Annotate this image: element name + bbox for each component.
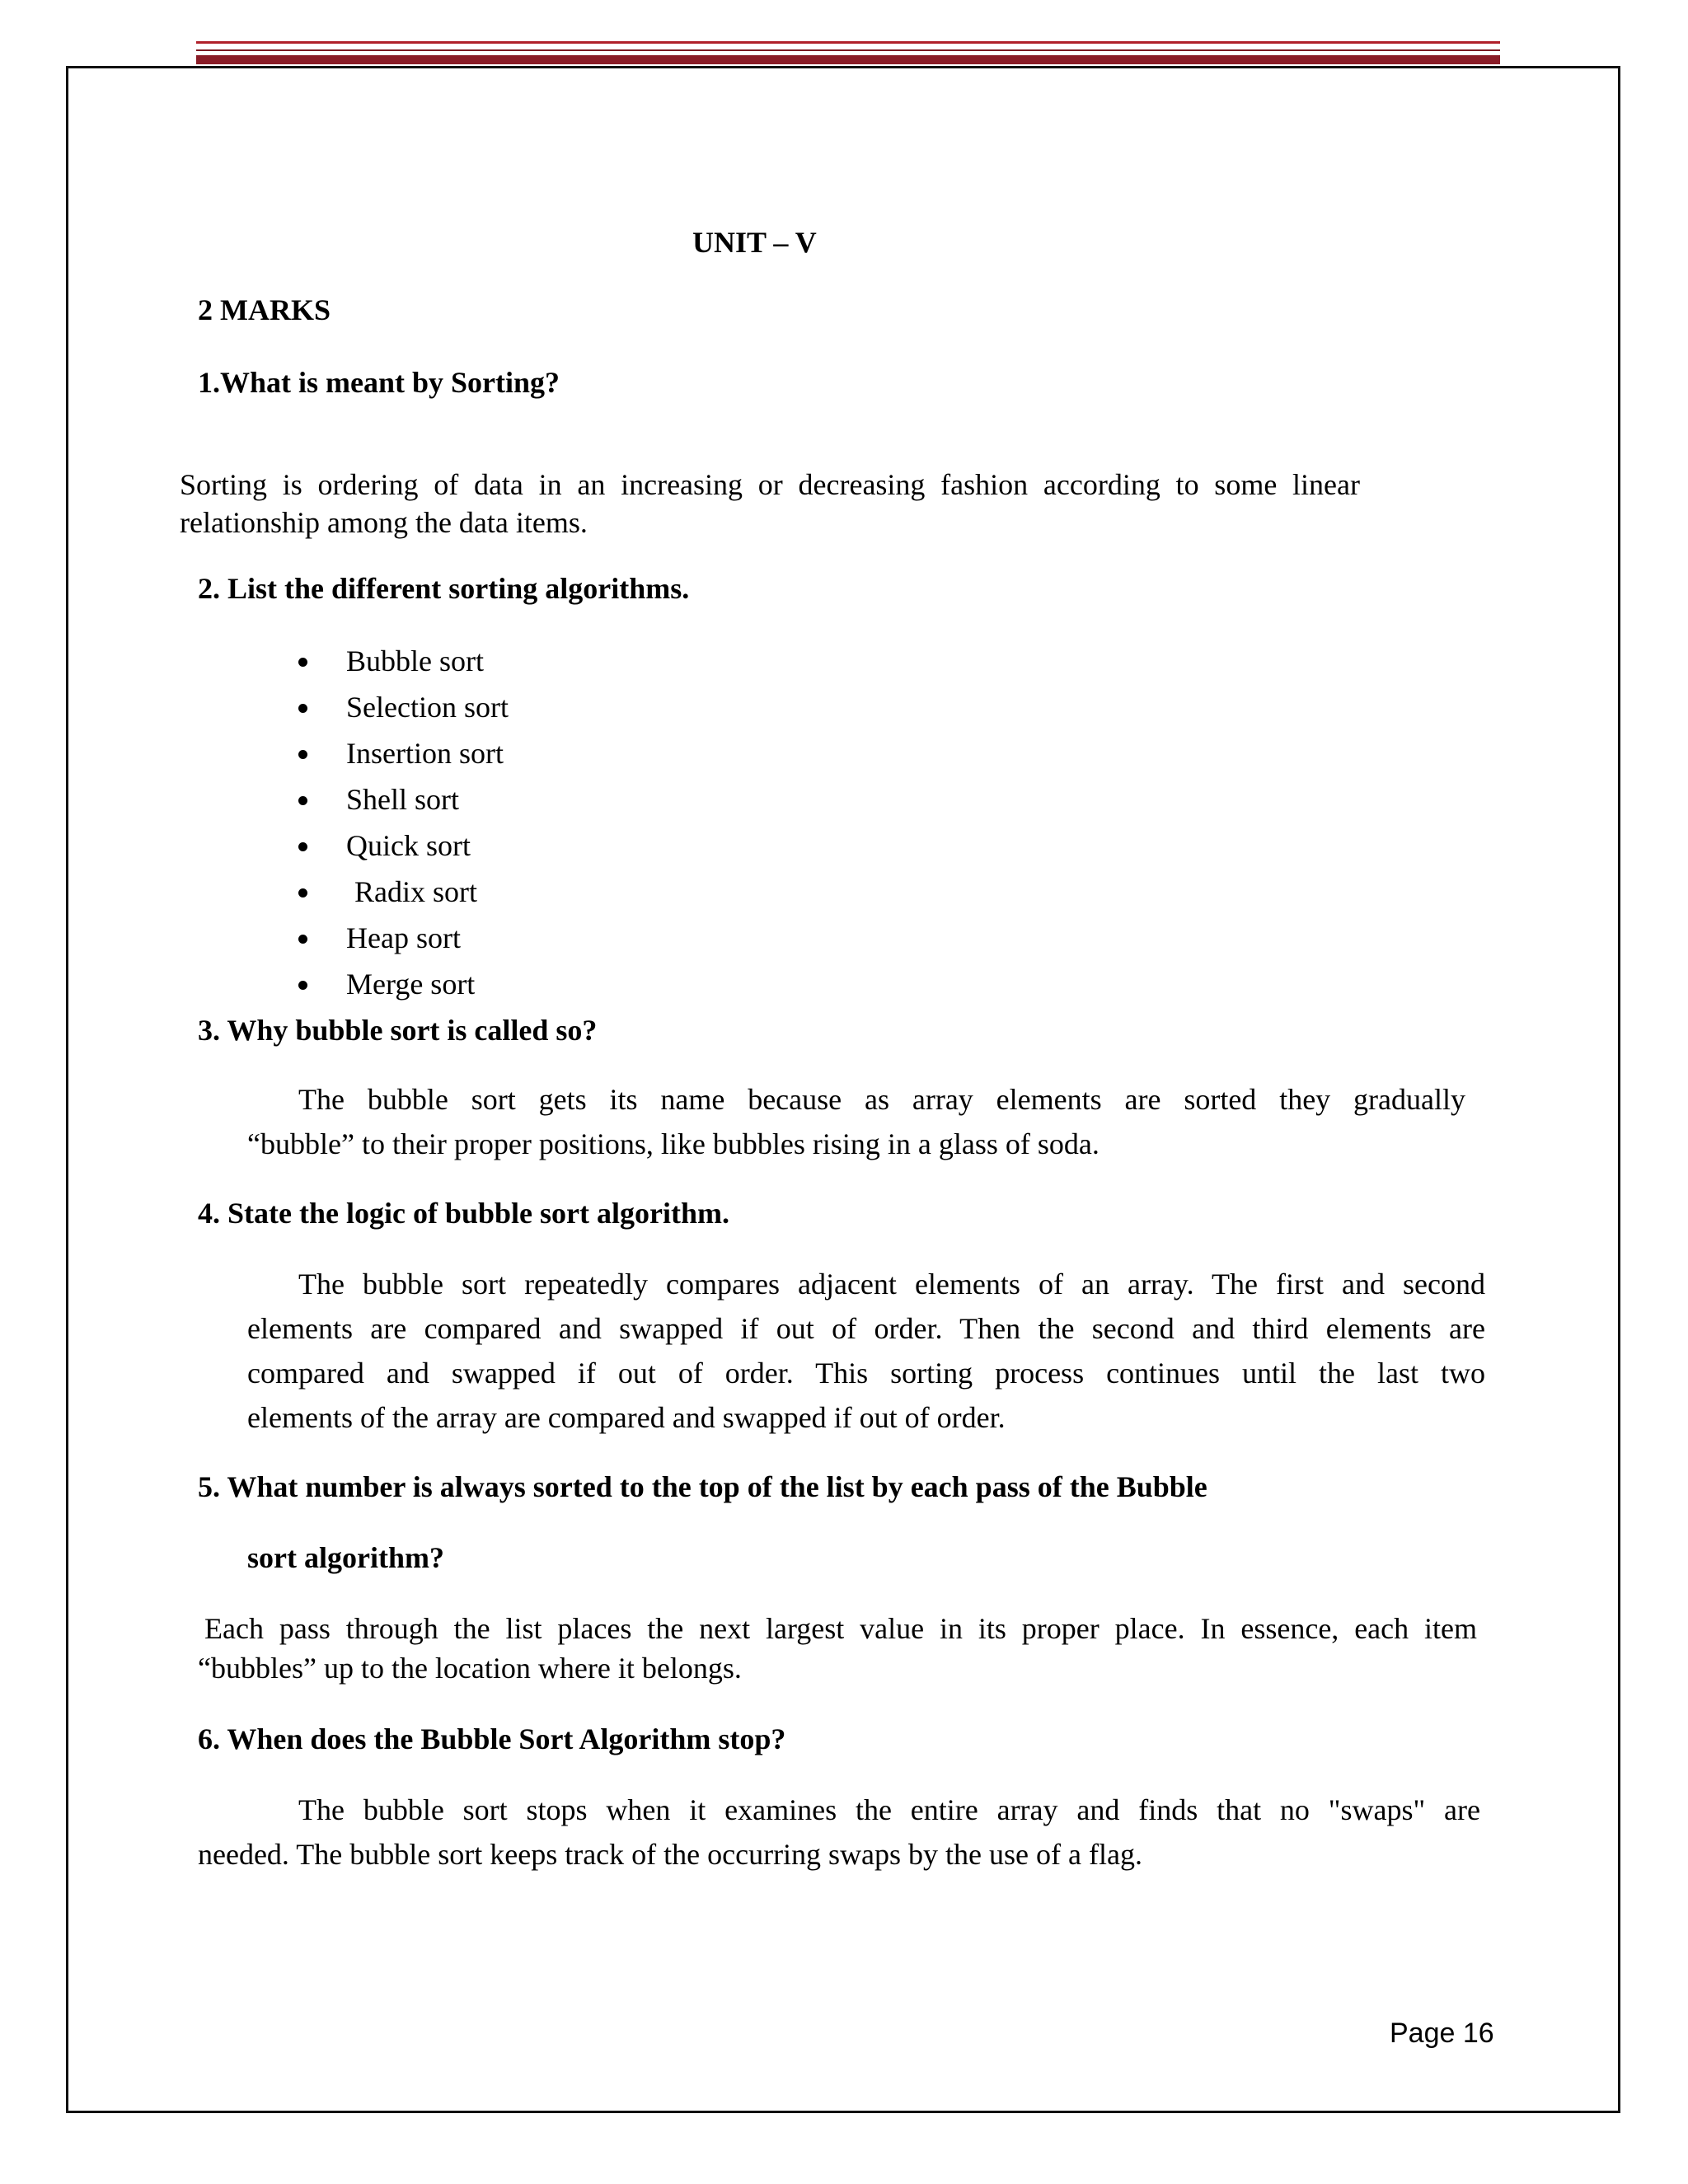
list-item-label: Quick sort bbox=[346, 829, 471, 862]
bullet-icon bbox=[298, 888, 307, 898]
question-4-answer-line-4: elements of the array are compared and swapped if out of order. bbox=[247, 1401, 1006, 1434]
bullet-icon bbox=[298, 935, 307, 944]
header-rule-middle bbox=[196, 49, 1500, 51]
list-item-label: Shell sort bbox=[346, 783, 460, 816]
section-title: 2 MARKS bbox=[198, 293, 331, 326]
question-4-heading: 4. State the logic of bubble sort algorithm. bbox=[198, 1197, 729, 1230]
question-1-answer-line-2: relationship among the data items. bbox=[180, 506, 588, 539]
question-4-answer-line-1: The bubble sort repeatedly compares adjacent elements of an array. The first and second bbox=[298, 1269, 1485, 1301]
list-item-label: Selection sort bbox=[346, 691, 509, 724]
question-5-heading-line-1: 5. What number is always sorted to the top of the list by each pass of the Bubble bbox=[198, 1470, 1207, 1503]
bullet-icon bbox=[298, 796, 307, 805]
question-5-heading-line-2: sort algorithm? bbox=[247, 1541, 444, 1574]
unit-title: UNIT – V bbox=[692, 226, 817, 259]
question-5-answer-line-2: “bubbles” up to the location where it belongs. bbox=[198, 1652, 742, 1685]
question-1-heading: 1.What is meant by Sorting? bbox=[198, 366, 560, 399]
list-item-label: Merge sort bbox=[346, 968, 476, 1001]
question-3-answer-line-1: The bubble sort gets its name because as array elements are sorted they gradually bbox=[298, 1085, 1465, 1116]
bullet-icon bbox=[298, 750, 307, 759]
question-6-answer-line-1: The bubble sort stops when it examines the entire array and finds that no "swaps" are bbox=[298, 1795, 1480, 1826]
question-5-answer-line-1: Each pass through the list places the next largest value in its proper place. In essence, each item bbox=[204, 1614, 1477, 1645]
list-item-label: Heap sort bbox=[346, 921, 461, 954]
question-4-answer-line-3: compared and swapped if out of order. This sorting process continues until the last two bbox=[247, 1358, 1485, 1390]
header-rule-bottom bbox=[196, 55, 1500, 64]
header-rule-top bbox=[196, 41, 1500, 44]
bullet-icon bbox=[298, 842, 307, 851]
question-6-answer-line-2: needed. The bubble sort keeps track of the occurring swaps by the use of a flag. bbox=[198, 1838, 1142, 1871]
list-item-label: Radix sort bbox=[354, 875, 477, 908]
question-1-answer-line-1: Sorting is ordering of data in an increasing or decreasing fashion according to some linear bbox=[180, 470, 1360, 501]
list-item-label: Bubble sort bbox=[346, 644, 484, 677]
question-3-heading: 3. Why bubble sort is called so? bbox=[198, 1014, 598, 1047]
bullet-icon bbox=[298, 981, 307, 990]
list-item-label: Insertion sort bbox=[346, 737, 504, 770]
bullet-icon bbox=[298, 658, 307, 667]
question-6-heading: 6. When does the Bubble Sort Algorithm stop? bbox=[198, 1722, 786, 1755]
page-number: Page 16 bbox=[1390, 2018, 1494, 2049]
question-2-heading: 2. List the different sorting algorithms. bbox=[198, 572, 690, 605]
question-4-answer-line-2: elements are compared and swapped if out of order. Then the second and third elements are bbox=[247, 1314, 1485, 1345]
question-3-answer-line-2: “bubble” to their proper positions, like bubbles rising in a glass of soda. bbox=[247, 1127, 1100, 1160]
bullet-icon bbox=[298, 704, 307, 713]
